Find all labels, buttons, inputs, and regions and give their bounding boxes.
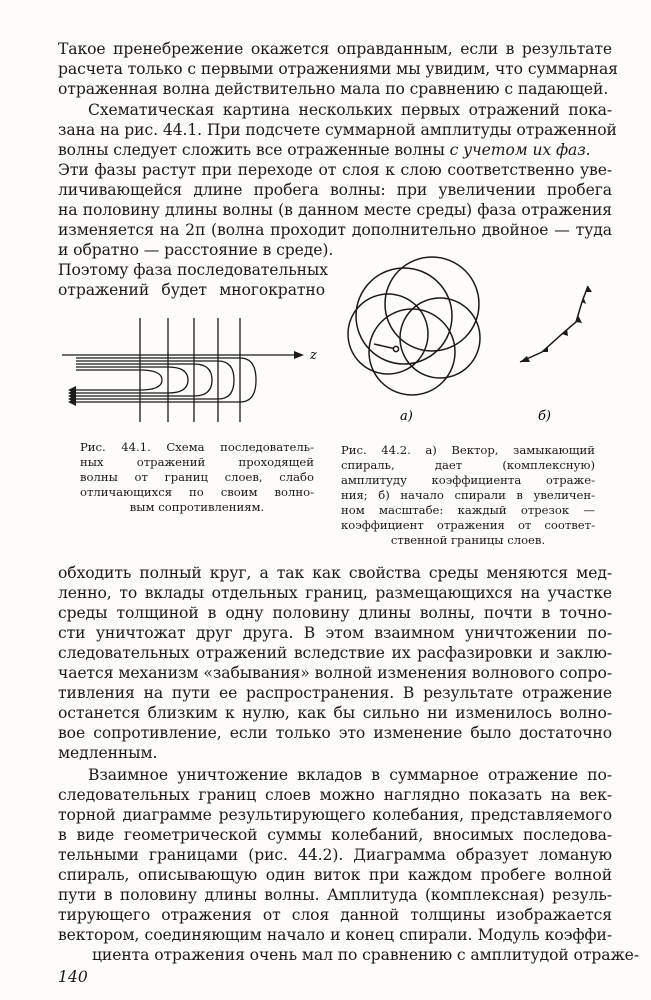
text-line: тельными границами (рис. 44.2). Диаграмма образует ломаную: [58, 846, 612, 864]
figure-caption-line: волны от границ слоев, слабо: [80, 470, 314, 484]
text-line: циента отражения очень мал по сравнению с амплитудой отраже-: [92, 946, 639, 964]
subfigure-label-b: б): [538, 409, 552, 424]
text-line: сти уничтожат друг друга. В этом взаимном уничтожении по-: [58, 624, 612, 642]
emphasis-text: с учетом их фаз.: [449, 141, 591, 159]
vector-arrowhead: [576, 315, 582, 323]
subfigure-label-a: а): [400, 409, 413, 424]
text-line: чается механизм «забывания» волной изменения волнового сопро-: [58, 664, 612, 682]
text-line: [58, 140, 612, 160]
text-line: торной диаграмме результирующего колебания, представляемого: [58, 806, 612, 824]
text-line: Такое пренебрежение окажется оправданным, если в результате: [58, 40, 612, 58]
figure-caption-line: ния; б) начало спирали в увеличен-: [341, 488, 595, 502]
vector-arrowhead: [585, 286, 592, 292]
reflected-wave: [76, 364, 212, 396]
text-line-part: волны следует сложить все отраженные волны: [58, 141, 445, 159]
figure-caption-line: амплитуду коэффициента отраже-: [341, 473, 595, 487]
text-line: следовательных отражений вследствие их расфазировки и заклю-: [58, 644, 612, 662]
text-line: среды толщиной в одну половину длины волны, почти в точно-: [58, 604, 612, 622]
text-line: пути в половину длины волны. Амплитуда (комплексная) резуль-: [58, 886, 612, 904]
spiral-segments-enlarged: [520, 286, 588, 362]
figure-caption-line: спираль, дает (комплексную): [341, 458, 595, 472]
figure-caption-line: коэффициент отражения от соответ-: [341, 518, 595, 532]
spiral-loop: [385, 257, 479, 351]
figure-caption-line: ных отражений проходящей: [80, 455, 314, 469]
vector-arrowhead: [520, 356, 530, 362]
figure-caption-line: Рис. 44.2. а) Вектор, замыкающий: [341, 443, 595, 457]
figure-caption-line: вым сопротивлениям.: [129, 500, 265, 514]
text-line: обходить полный круг, а так как свойства среды меняются мед-: [58, 564, 612, 582]
text-line: останется близким к нулю, как бы сильно ни изменилось волно-: [58, 704, 612, 722]
text-line: медленным.: [58, 744, 158, 762]
text-line: на половину длины волны (в данном месте среды) фаза отражения: [58, 201, 612, 219]
text-line: тирующего отражения от слоя данной толщины изображается: [58, 906, 612, 924]
text-line: личивающейся длине пробега волны: при увеличении пробега: [58, 181, 612, 199]
figure-caption-line: Рис. 44.1. Схема последователь-: [80, 440, 314, 454]
spiral-start-point: [393, 346, 398, 351]
figure-caption-line: ственной границы слоев.: [390, 533, 546, 547]
axis-arrowhead: [294, 351, 304, 359]
text-line: Эти фазы растут при переходе от слоя к слою соответственно уве-: [58, 161, 612, 179]
text-line: Поэтому фаза последовательных: [58, 261, 328, 279]
text-line: в виде геометрической суммы колебаний, вносимых последова-: [58, 826, 612, 844]
text-line: следовательных границ слоев можно наглядно показать на век-: [58, 786, 612, 804]
reflected-wave: [76, 367, 188, 393]
text-line: спираль, описывающую один виток при каждом пробеге волной: [58, 866, 612, 884]
spiral-loop: [400, 298, 480, 378]
reflected-wave: [76, 370, 162, 390]
text-line: расчета только с первыми отражениями мы увидим, что суммарная: [58, 60, 618, 78]
figure-caption-line: отличающихся по своим волно-: [80, 485, 314, 499]
figure-caption-line: ном масштабе: каждый отрезок —: [341, 503, 595, 517]
figure-44-2-diagram: [340, 252, 610, 422]
page-number: 140: [58, 968, 88, 986]
text-line: Взаимное уничтожение вкладов в суммарное отражение по-: [88, 766, 612, 784]
figure-44-1-diagram: [58, 304, 348, 424]
text-line: вое сопротивление, если только это изменение было достаточно: [58, 724, 612, 742]
text-line: отраженная волна действительно мала по сравнению с падающей.: [58, 80, 609, 98]
text-line: отражений будет многократно: [58, 281, 325, 299]
text-line: тивления на пути ее распространения. В результате отражение: [58, 684, 612, 702]
resultant-vector: [374, 344, 396, 349]
spiral-loop: [369, 309, 455, 395]
text-line: изменяется на 2π (волна проходит дополнительно двойное — туда: [58, 221, 612, 239]
text-line: вектором, соединяющим начало и конец спирали. Модуль коэффи-: [58, 926, 612, 944]
z-axis-label: z: [310, 348, 317, 363]
text-line: ленно, то вклады отдельных границ, размещающихся на участке: [58, 584, 612, 602]
text-line: и обратно — расстояние в среде).: [58, 241, 334, 259]
text-line: зана на рис. 44.1. При подсчете суммарной амплитуды отраженной: [58, 121, 617, 139]
text-line: Схематическая картина нескольких первых отражений пока-: [88, 101, 612, 119]
spiral-loop: [356, 268, 452, 364]
